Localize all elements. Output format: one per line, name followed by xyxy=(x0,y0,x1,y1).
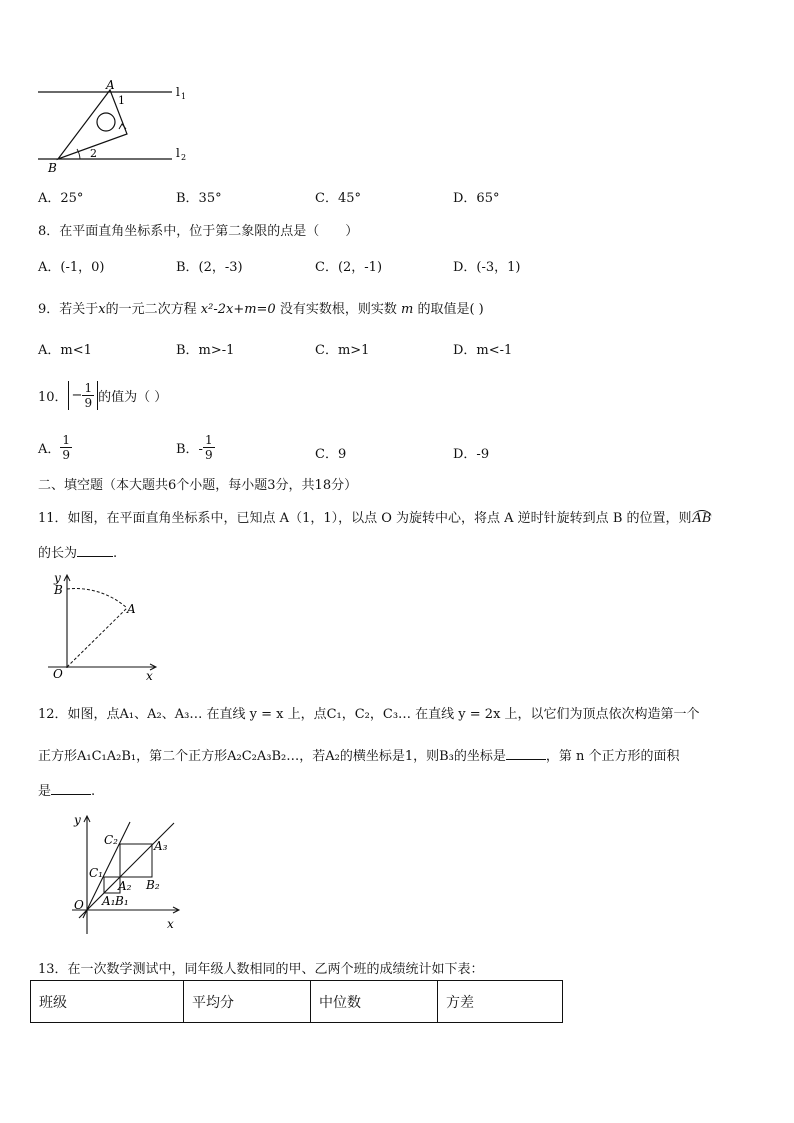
label-B2: B₂ xyxy=(146,878,160,892)
q9-stem-a: 9．若关于 xyxy=(38,302,99,317)
q11-line1 xyxy=(38,507,712,526)
q11-line2 xyxy=(38,542,117,561)
label-B: B xyxy=(54,583,63,597)
q10-choice-a-num: 1 xyxy=(62,433,71,447)
label-A2: A₂ xyxy=(118,879,132,893)
header-class: 班级 xyxy=(31,981,184,1023)
q9-choice-a[interactable]: A．m<1 xyxy=(38,343,92,358)
label-y: y xyxy=(54,572,61,585)
q12-line2-a: 正方形A₁C₁A₂B₁，第二个正方形A₂C₂A₃B₂…，若A₂的横坐标是1，则B₃的坐标是 xyxy=(38,749,506,764)
q10-absolute-value xyxy=(68,381,99,410)
q10-choice-d[interactable]: D．-9 xyxy=(453,447,490,462)
q11-text: 11．如图，在平面直角坐标系中，已知点 A（1，1），以点 O 为旋转中心，将点 A 逆时针旋转到点 B 的位置，则 xyxy=(38,511,692,526)
q8-choice-b[interactable]: B．(2，-3) xyxy=(176,260,243,275)
q12-line1: 12．如图，点A₁、A₂、A₃… 在直线 y = x 上，点C₁，C₂，C₃… 在直线 y = 2x 上，以它们为顶点依次构造第一个 xyxy=(38,707,700,722)
q9-stem-c: 没有实数根，则实数 xyxy=(279,302,397,317)
q10-choice-a-den: 9 xyxy=(62,448,71,462)
q10-choice-a-frac xyxy=(60,433,72,462)
q12-line2-b: ，第 n 个正方形的面积 xyxy=(545,749,680,764)
q11-line2-text: 的长为 xyxy=(38,546,78,561)
label-1: 1 xyxy=(118,94,125,107)
q9-choice-d[interactable]: D．m<-1 xyxy=(453,343,513,358)
q9-var-m: m xyxy=(401,302,414,317)
q12-line3-a: 是 xyxy=(38,784,52,799)
set-square-hole xyxy=(97,113,115,131)
q10-fraction xyxy=(82,381,94,410)
rotation-arc xyxy=(67,589,127,608)
q10-choice-b-label: B．- xyxy=(176,442,203,457)
label-x: x xyxy=(167,917,174,931)
label-A1: A₁ xyxy=(102,894,116,908)
q7-choice-d[interactable]: D．65° xyxy=(453,191,500,206)
label-l2: l xyxy=(176,146,180,160)
q12-line3 xyxy=(38,780,95,799)
q10-choice-a-label: A． xyxy=(38,442,61,457)
q10-stem xyxy=(38,381,167,410)
q7-triangle-figure xyxy=(30,78,190,173)
q12-squares-figure xyxy=(66,810,186,940)
label-x: x xyxy=(146,669,153,682)
q10-frac-num: 1 xyxy=(84,381,93,395)
q12-line3-b: . xyxy=(91,784,96,799)
section-2-heading: 二、填空题（本大题共6个小题，每小题3分，共18分） xyxy=(38,478,358,493)
q9-stem-b: 的一元二次方程 xyxy=(105,302,197,317)
q8-choice-a[interactable]: A．(-1，0) xyxy=(38,260,105,275)
q13-stem: 13．在一次数学测试中，同年级人数相同的甲、乙两个班的成绩统计如下表： xyxy=(38,962,484,977)
q11-arc-symbol: AB xyxy=(692,511,712,526)
q10-frac-den: 9 xyxy=(84,396,93,410)
q7-choice-b[interactable]: B．35° xyxy=(176,191,222,206)
q8-choice-d[interactable]: D．(-3，1) xyxy=(453,260,521,275)
label-B: B xyxy=(48,161,57,173)
q9-var-x: x xyxy=(98,302,106,317)
q10-minus: − xyxy=(71,388,83,403)
q8-choice-c[interactable]: C．(2，-1) xyxy=(315,260,383,275)
label-2: 2 xyxy=(90,147,97,160)
q10-choice-b-frac xyxy=(203,433,215,462)
header-mean: 平均分 xyxy=(184,981,311,1023)
angle-2-arc xyxy=(77,149,80,159)
q7-choice-a[interactable]: A．25° xyxy=(38,191,84,206)
q7-choice-c[interactable]: C．45° xyxy=(315,191,361,206)
q11-rotation-figure xyxy=(40,572,170,682)
q10-choice-b-num: 1 xyxy=(204,433,213,447)
q9-choice-b[interactable]: B．m>-1 xyxy=(176,343,235,358)
q11-line2-end: . xyxy=(113,546,118,561)
label-A: A xyxy=(127,602,136,616)
segment-OA xyxy=(67,608,127,667)
q9-stem-d: 的取值是( ) xyxy=(417,302,484,317)
q9-choice-c[interactable]: C．m>1 xyxy=(315,343,370,358)
q10-choice-a[interactable] xyxy=(38,433,72,462)
label-l1-sub: 1 xyxy=(181,92,187,101)
q11-answer-blank[interactable] xyxy=(77,544,113,557)
q9-equation: x²-2x+m=0 xyxy=(200,302,276,317)
q12-answer-blank-1[interactable] xyxy=(506,747,546,760)
label-l1: l xyxy=(176,85,180,99)
q10-stem-tail: 的值为（ ） xyxy=(98,390,168,405)
q10-choice-c[interactable]: C．9 xyxy=(315,447,347,462)
label-O: O xyxy=(74,898,84,912)
table-header-row xyxy=(31,981,563,1023)
label-l2-sub: 2 xyxy=(181,153,187,162)
q12-answer-blank-2[interactable] xyxy=(51,782,91,795)
q12-line2 xyxy=(38,745,680,764)
label-A3: A₃ xyxy=(154,839,168,853)
label-y: y xyxy=(74,813,81,827)
q13-stats-table xyxy=(30,980,563,1023)
q10-choice-b[interactable] xyxy=(176,433,215,462)
label-A: A xyxy=(106,78,115,92)
right-angle-mark xyxy=(119,124,126,129)
label-B1: B₁ xyxy=(115,894,129,908)
header-variance: 方差 xyxy=(438,981,563,1023)
label-C1: C₁ xyxy=(89,866,103,880)
header-median: 中位数 xyxy=(311,981,438,1023)
q10-number: 10． xyxy=(38,390,68,405)
label-O: O xyxy=(53,667,63,681)
q10-choice-b-den: 9 xyxy=(204,448,213,462)
q8-stem: 8．在平面直角坐标系中，位于第二象限的点是（ ） xyxy=(38,224,359,239)
label-C2: C₂ xyxy=(104,833,118,847)
q9-stem xyxy=(38,298,484,317)
